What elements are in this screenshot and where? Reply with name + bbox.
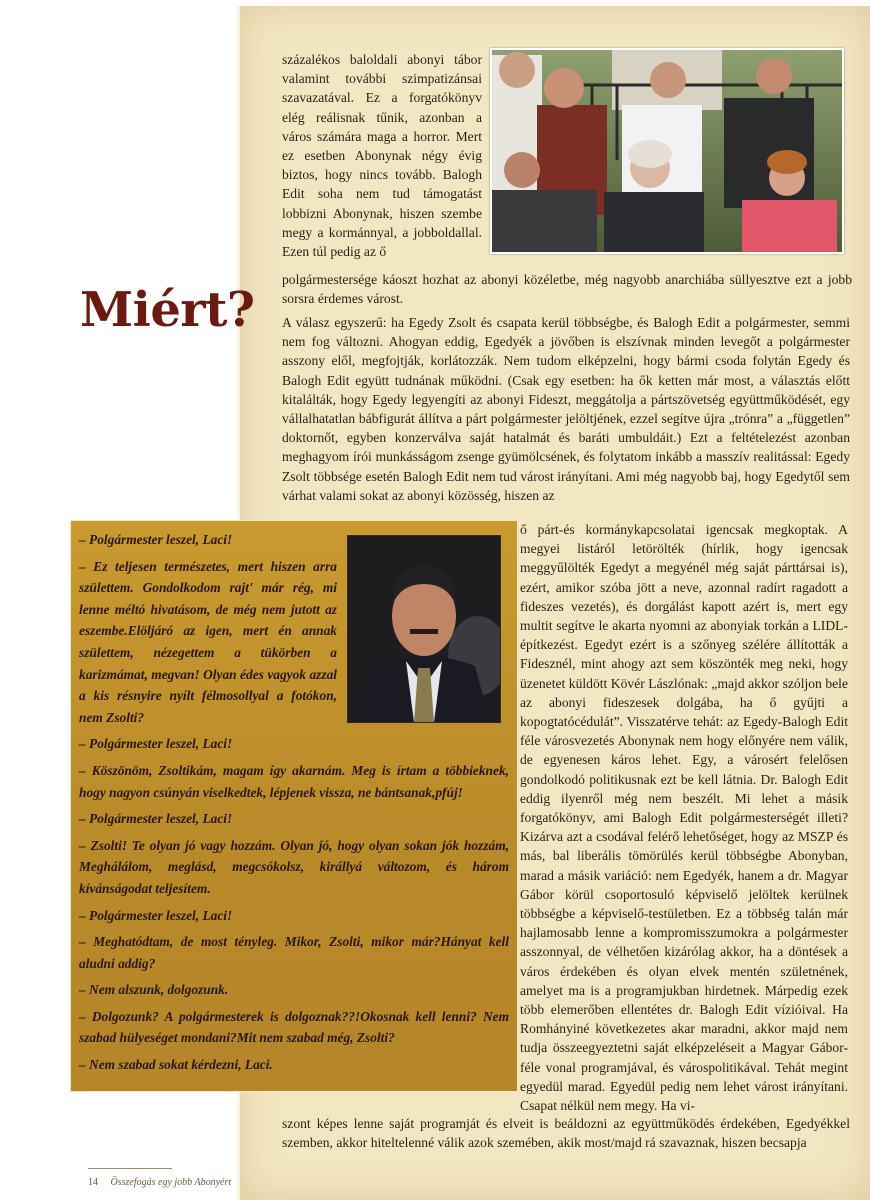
- publication-name: Összefogás egy jobb Abonyért: [110, 1177, 232, 1188]
- dialogue-line: – Polgármester leszel, Laci!: [79, 907, 233, 923]
- dialogue-line: – Köszönöm, Zsoltikám, magam így akarnám. Meg is írtam a többieknek, hogy nagyon csúnyán viselkedtek, lépjenek vissza, ne bántsanak,pfúj!: [79, 762, 509, 800]
- crowd-photo: [490, 48, 844, 254]
- dialogue-sidebar: [70, 520, 518, 1092]
- page-number: 14: [88, 1177, 98, 1188]
- dialogue-line: – Dolgozunk? A polgármesterek is dolgoznak??!Okosnak kell lenni? Nem szabad hülyeséget mondani?Mit nem szabad még, Zsolti?: [79, 1008, 509, 1046]
- dialogue-line: – Meghatódtam, de most tényleg. Mikor, Zsolti, mikor már?Hányat kell aludni addig?: [79, 934, 509, 971]
- paragraph-right-column: ő párt-és kormánykapcsolatai igencsak megkoptak. A megyei listáról letörölték (hírlik, hogy igencsak meggyűlölték Egedyt a megyénél még saját párttársai is), ezért, amikor szóba jött a neve, azonnal radírt ragadott a fideszes vezetés), és dorgálást kapott azért is, mert egy multit segítve le akarta nyomni az abonyiak torkán a LIDL-építkezést. Egedyt ezért is a szőnyeg szélére állították a Fidesznél, mint ahogy azt sem köszönték meg neki, hogy üzenetet küldött Kövér Lászlónak: „majd akkor szóljon bele az abonyi fideszesek dolgába, ha ő gyűjti a kopogtatócédulát”. Visszatérve tehát: az Egedy-Balogh Edit féle városvezetés Abonynak nem hogy előnyére nem válik, de egyenesen káros lehet. Egy, a városért felelősen gondolkodó politikusnak ezt be kell látnia. Dr. Balogh Edit eddig ilyenről még nem beszélt. Mi lehet a másik forgatókönyv, ami Balogh Edit polgármesterségét illeti? Kizárva azt a csodával felérő lehetőséget, hogy az MSZP és más, bal liberális tömörülés kerül többségbe Abonyban, marad a másik variáció: nem Egedyék, hanem a dr. Magyar Gábor körül csoportosuló képviselő jelöltek kerülnek többségbe a képviselő-testületben. Ez a többség talán már hajlamosabb lenne a kompromisszumokra a polgármester asszonnyal, de vélhetően kizárólag akkor, ha a döntések a város érdekében és olyan elvek mentén születnének, amelyet ma is a programjukban hirdetnek. Márpedig ezek több elemerőben ellentétes dr. Balogh Edit vízióival. Ha Romhányiné következetes akar maradni, akkor majd nem tudja összeegyeztetni saját elképzeléseit a Magyar Gábor-féle vonal programjával, és várospolitikával. Tehát megint egyedül marad. Egyedül pedig nem lehet várost irányítani. Csapat nélkül nem megy. Ha vi-: [520, 522, 848, 1114]
- dialogue-line: – Polgármester leszel, Laci!: [79, 811, 233, 827]
- dialogue-line: – Polgármester leszel, Laci!: [79, 532, 233, 547]
- paragraph-closing: szont képes lenne saját programját és elveit is beáldozni az együttműködés érdekében, Egedyékkel szemben, akkor hiteltelenné válik azok szemében, akik most/majd rá szavaznak, hiszen becsapja: [282, 1116, 850, 1151]
- dialogue-line: – Zsolti! Te olyan jó vagy hozzám. Olyan jó, hogy olyan sokan jók hozzám, Meghálálom, meglásd, megcsókolsz, királlyá változom, és három kívánságodat teljesítem.: [79, 837, 509, 896]
- dialogue-lines: [79, 529, 509, 1081]
- dialogue-line: – Nem alszunk, dolgozunk.: [79, 982, 229, 998]
- page-footer: [88, 1177, 231, 1188]
- intro-column-text: százalékos baloldali abonyi tábor valamint további szimpatizánsai szavazatával. Ez a forgatókönyv elég reálisnak tűnik, azonban a város számára maga a horror. Mert ez esetben Abonynak négy évig biztos, hogy nincs tovább. Balogh Edit soha nem tud támogatást lobbizni Abonynak, hiszen szembe megy a kormánnyal, a jobboldallal. Ezen túl pedig az ő: [282, 52, 482, 260]
- dialogue-line: – Nem szabad sokat kérdezni, Laci.: [79, 1057, 273, 1073]
- dialogue-line: – Ez teljesen természetes, mert hiszen arra születtem. Gondolkodom rajt' már rég, mi lenne méltó hivatásom, de még nem jutott az eszembe.Elöljáró az igen, mert én annak születtem, nézegettem a tükörben a karizmámat, megvan! Olyan édes vagyok azzal a kis résnyire nyílt félmosollyal a fotókon, nem Zsolti?: [79, 558, 337, 725]
- article-heading: Miért?: [80, 282, 255, 338]
- crowd-photo-image: [492, 50, 842, 252]
- intro-column-tail: polgármestersége káoszt hozhat az abonyi közéletbe, még nagyobb anarchiába süllyesztve ezt a jobb sorsra érdemes várost.: [282, 272, 852, 307]
- footer-rule: [88, 1168, 172, 1169]
- paragraph-answer: A válasz egyszerű: ha Egedy Zsolt és csapata kerül többségbe, és Balogh Edit a polgármester, semmi nem fog változni. Ahogyan eddig, Egedyék a jövőben is elszívnak minden levegőt a polgármester asszony elől, megfojtják, korlátozzák. Nem tudom elképzelni, hogy bármi csoda folytán Egedy és Balogh Edit együtt tudnának működni. (Csak egy esetben: ha ők ketten már most, a választás előtt kitalálták, hogy Egedy legyengíti az abonyi Fideszt, meggátolja a pártszövetség együttműködését, egy vállalhatatlan bábfigurát állítva a párt polgármester jelöltjének, ezzel segítve újra „trónra” a „független” doktornőt, egyben konzerválva saját hatalmát és baráti umbuldáit.) Ezt a feltételezést azonban meghagyom írói munkásságom zsenge gyümölcsének, és folytatom inkább a masszív realitással: Egedy Zsolt többsége esetén Balogh Edit nem tud várost irányítani. Ami még nagyobb baj, hogy Egedytől sem várhat valami sokat az abonyi közösség, hiszen az: [282, 315, 850, 503]
- dialogue-line: – Polgármester leszel, Laci!: [79, 736, 233, 752]
